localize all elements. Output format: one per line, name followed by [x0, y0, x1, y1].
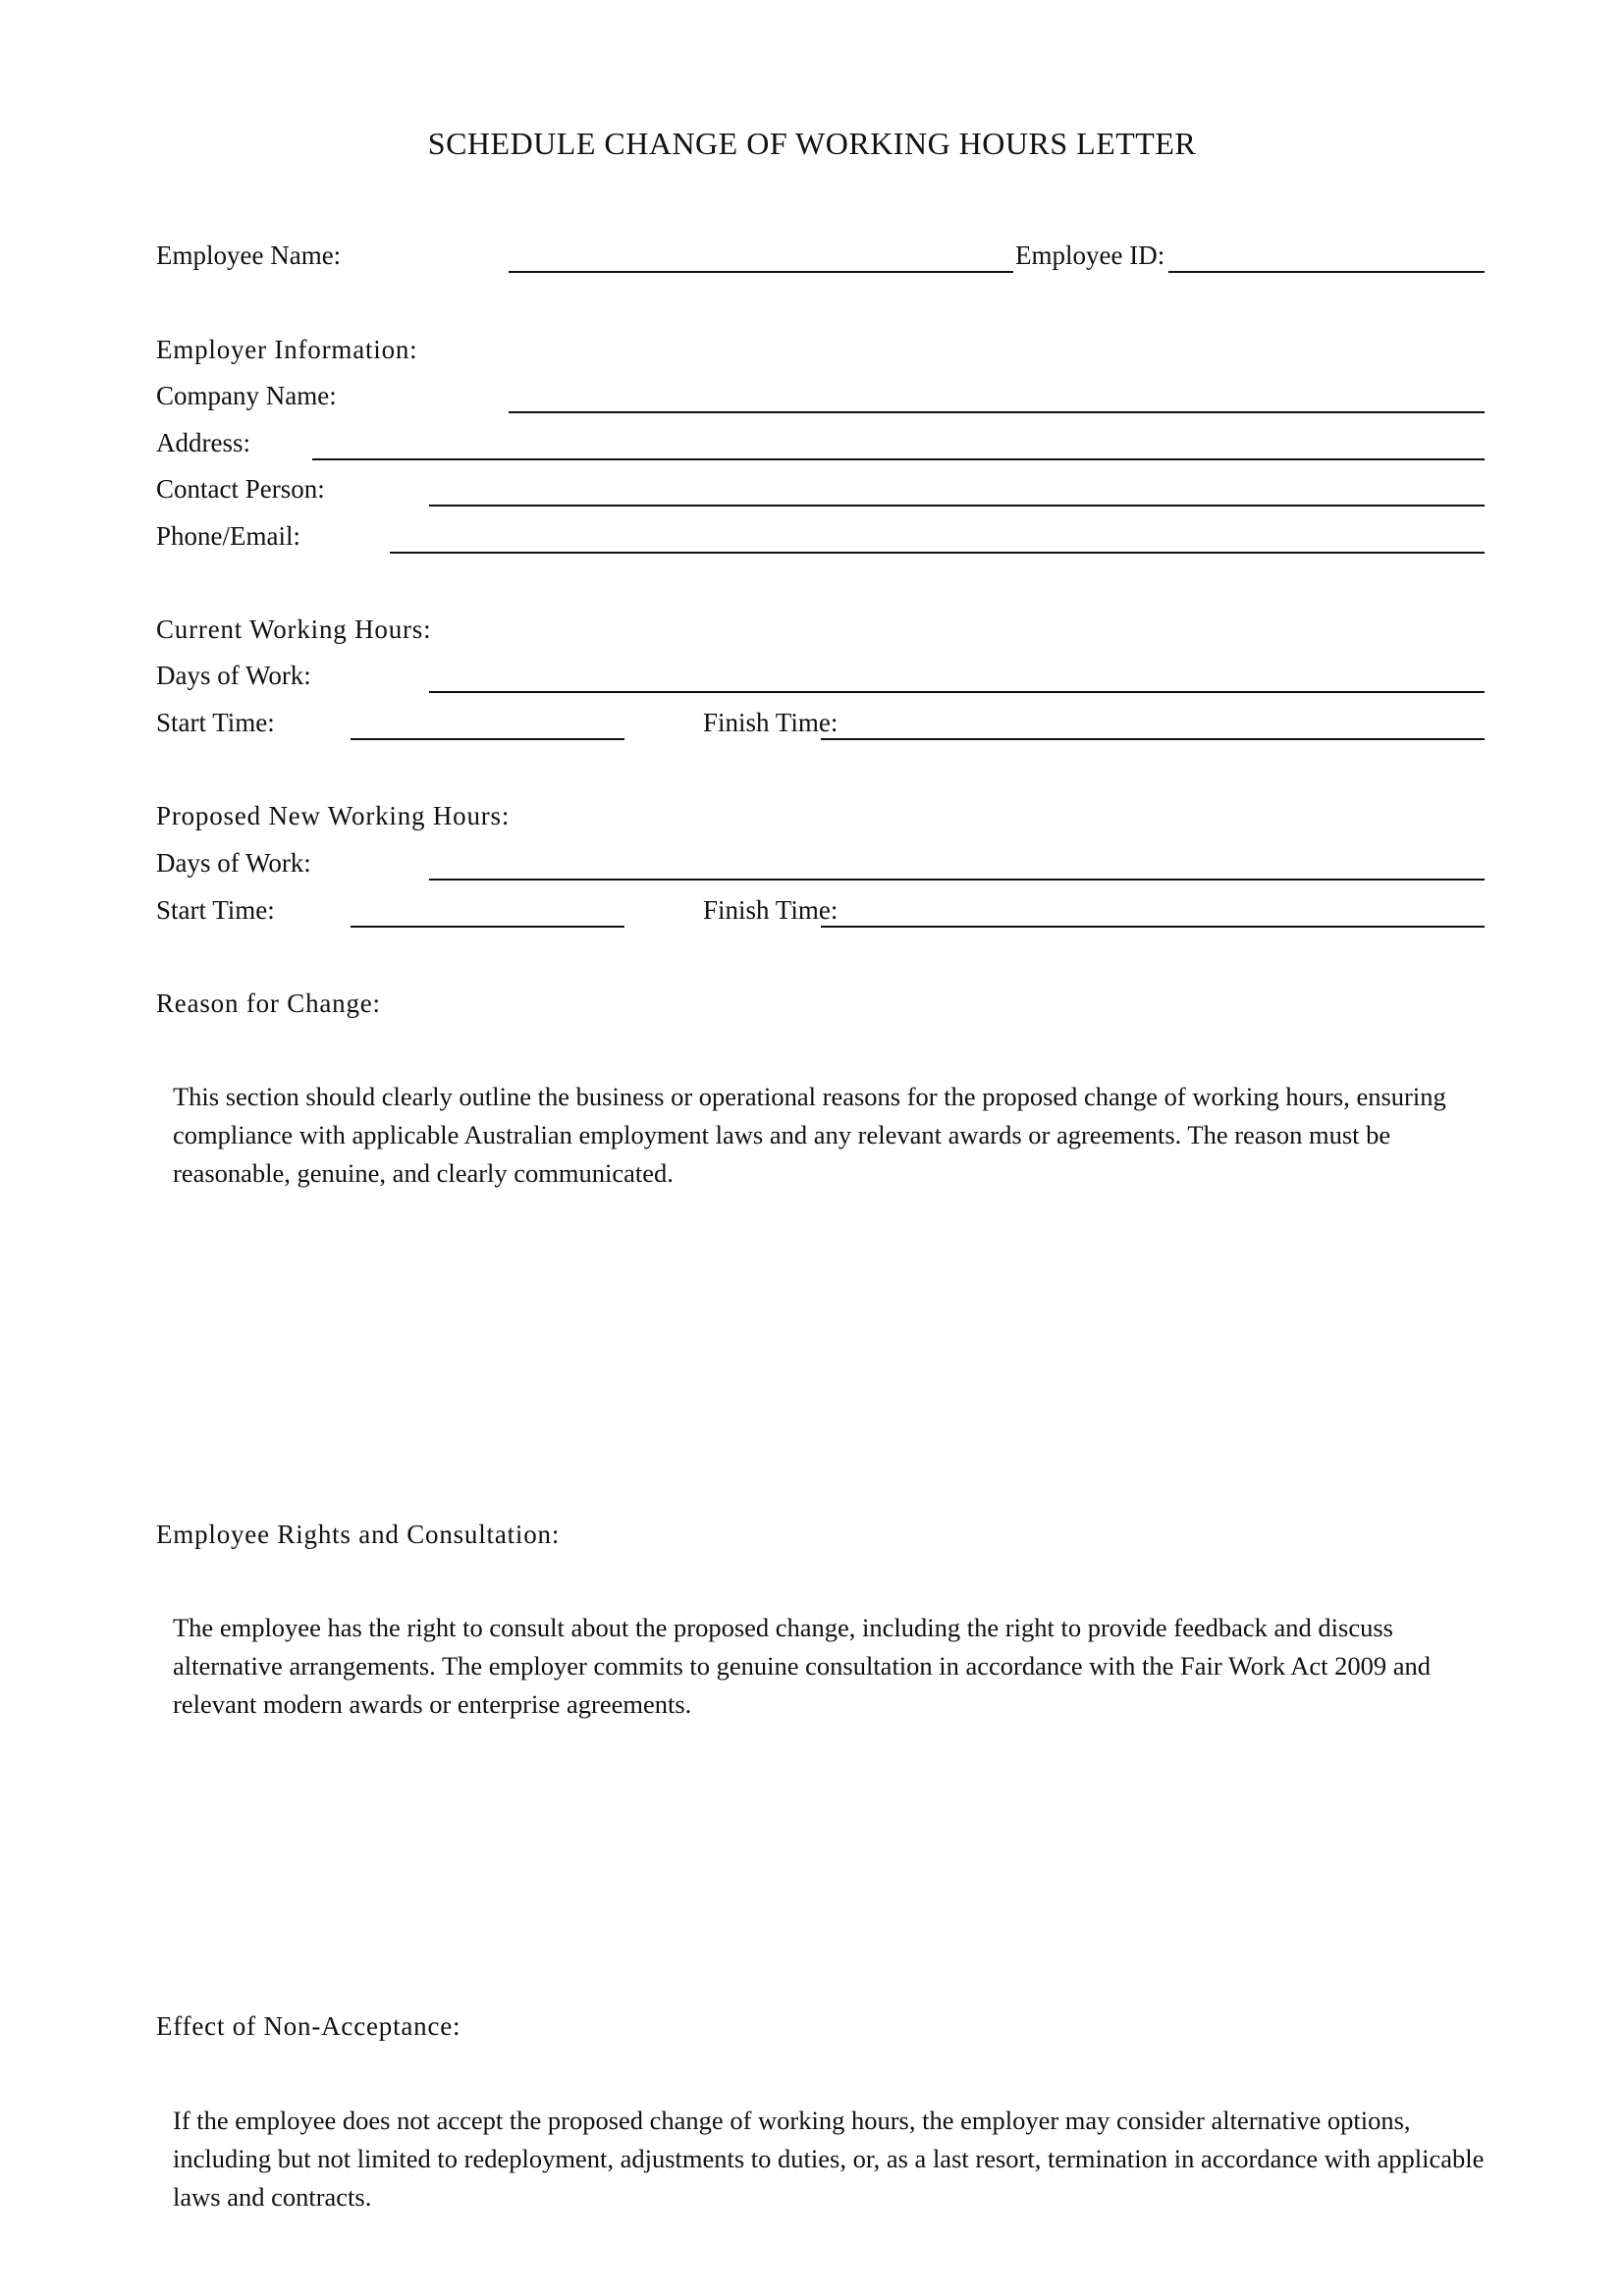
employer-heading: Employer Information: [156, 335, 418, 364]
current-start-label: Start Time: [156, 708, 275, 737]
proposed-days-field[interactable] [429, 879, 1485, 881]
proposed-start-label: Start Time: [156, 895, 275, 925]
current-finish-label: Finish Time: [703, 708, 839, 737]
proposed-finish-field[interactable] [821, 926, 1485, 928]
company-name-label: Company Name: [156, 381, 337, 410]
proposed-hours-heading: Proposed New Working Hours: [156, 801, 511, 830]
document-title: SCHEDULE CHANGE OF WORKING HOURS LETTER [427, 126, 1197, 161]
company-name-field[interactable] [509, 411, 1485, 413]
current-days-field[interactable] [429, 691, 1485, 693]
employee-name-field[interactable] [509, 271, 1013, 273]
rights-text: The employee has the right to consult about the proposed change, including the right to provide feedback and discuss alternative arrangements. The employer commits to genuine consultation in accordance with the Fair Work Act 2009 and relevant modern awards or enterprise agreements. [173, 1613, 1432, 1719]
reason-heading: Reason for Change: [156, 988, 381, 1018]
non-acceptance-heading: Effect of Non-Acceptance: [156, 2011, 461, 2041]
address-field[interactable] [312, 458, 1485, 460]
phone-email-label: Phone/Email: [156, 521, 300, 551]
rights-heading: Employee Rights and Consultation: [156, 1520, 561, 1549]
employee-name-label: Employee Name: [156, 240, 342, 270]
proposed-start-field[interactable] [351, 926, 624, 928]
current-finish-field[interactable] [821, 738, 1485, 740]
non-acceptance-text: If the employee does not accept the proposed change of working hours, the employer may consider alternative options, including but not limited to redeployment, adjustments to duties, or, as a last resort, termination in accordance with applicable laws and contracts. [173, 2106, 1485, 2212]
proposed-days-label: Days of Work: [156, 848, 311, 878]
reason-text: This section should clearly outline the business or operational reasons for the proposed change of working hours, ensuring compliance with applicable Australian employment laws and any relevant awards or agreements. The reason must be reasonable, genuine, and clearly communicated. [173, 1082, 1446, 1188]
address-label: Address: [156, 428, 250, 457]
contact-person-label: Contact Person: [156, 474, 325, 504]
employee-id-label: Employee ID: [1015, 240, 1165, 270]
current-days-label: Days of Work: [156, 661, 311, 690]
phone-email-field[interactable] [390, 552, 1485, 554]
proposed-finish-label: Finish Time: [703, 895, 839, 925]
current-hours-heading: Current Working Hours: [156, 614, 432, 644]
current-start-field[interactable] [351, 738, 624, 740]
employee-id-field[interactable] [1168, 271, 1485, 273]
contact-person-field[interactable] [429, 505, 1485, 507]
